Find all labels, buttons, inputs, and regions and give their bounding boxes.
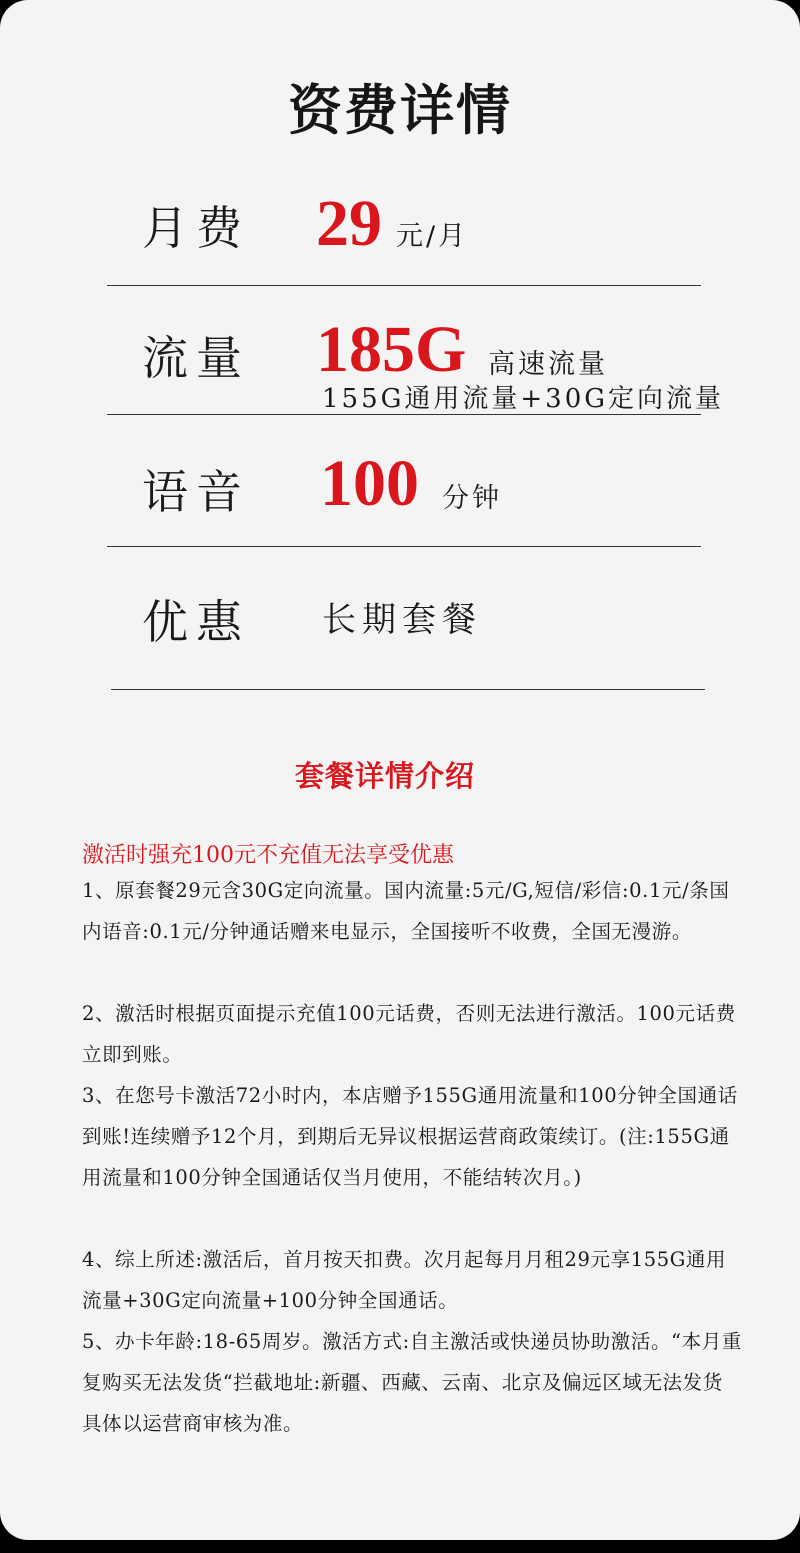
detail-item: 1、原套餐29元含30G定向流量。国内流量:5元/G,短信/彩信:0.1元/条国内语音:0.1元/分钟通话赠来电显示，全国接听不收费，全国无漫游。 bbox=[82, 879, 730, 943]
monthly-fee-label: 月费 bbox=[142, 201, 250, 255]
details-heading: 套餐详情介绍 bbox=[294, 759, 475, 793]
monthly-fee-value: 29 bbox=[316, 187, 382, 260]
divider bbox=[107, 546, 701, 547]
divider bbox=[107, 414, 701, 415]
page-title: 资费详情 bbox=[288, 78, 512, 142]
data-detail: 155G通用流量+30G定向流量 bbox=[322, 384, 725, 414]
data-value: 185G bbox=[316, 313, 467, 386]
data-label: 流量 bbox=[142, 331, 250, 385]
recharge-notice: 激活时强充100元不充值无法享受优惠 bbox=[82, 843, 454, 868]
data-unit: 高速流量 bbox=[488, 349, 608, 380]
voice-value: 100 bbox=[320, 447, 419, 520]
monthly-fee-unit: 元/月 bbox=[396, 221, 469, 252]
detail-item: 5、办卡年龄:18-65周岁。激活方式:自主激活或快递员协助激活。“本月重复购买无法发货“拦截地址:新疆、西藏、云南、北京及偏远区域无法发货具体以运营商审核为准。 bbox=[82, 1330, 742, 1435]
offer-value: 长期套餐 bbox=[322, 600, 482, 640]
offer-label: 优惠 bbox=[142, 595, 250, 649]
detail-item: 4、综上所述:激活后，首月按天扣费。次月起每月月租29元享155G通用流量+30G定向流量+100分钟全国通话。 bbox=[82, 1248, 727, 1312]
divider bbox=[107, 285, 701, 286]
divider bbox=[111, 689, 705, 690]
voice-label: 语音 bbox=[142, 465, 250, 519]
voice-unit: 分钟 bbox=[442, 483, 502, 514]
detail-item: 2、激活时根据页面提示充值100元话费，否则无法进行激活。100元话费立即到账。 bbox=[82, 1002, 736, 1066]
detail-item: 3、在您号卡激活72小时内，本店赠予155G通用流量和100分钟全国通话到账!连续赠予12个月，到期后无异议根据运营商政策续订。(注:155G通用流量和100分钟全国通话仅当月使用，不能结转次月。) bbox=[82, 1084, 738, 1189]
